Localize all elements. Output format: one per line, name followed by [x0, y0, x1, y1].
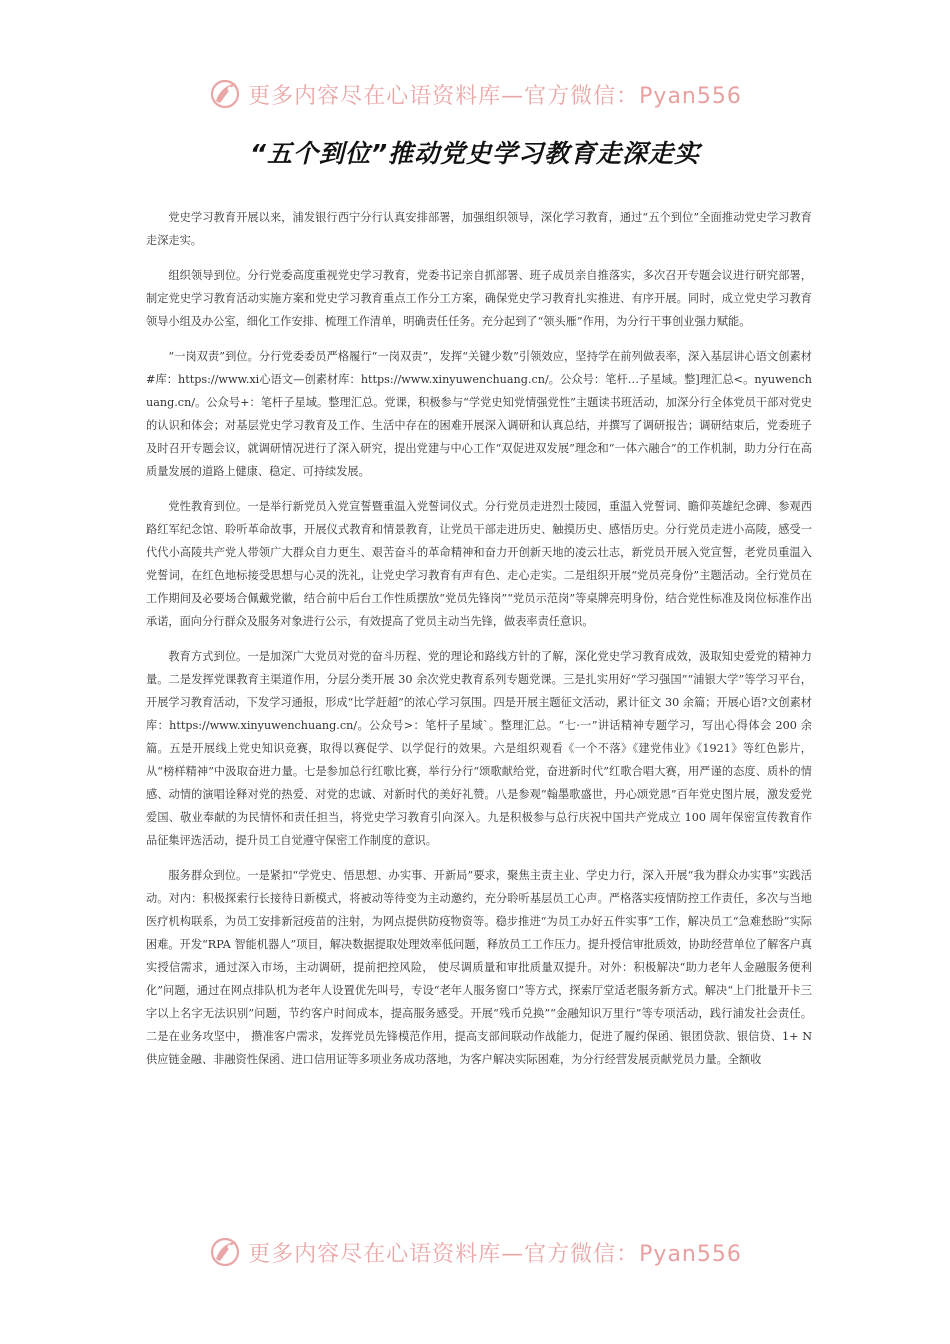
paragraph-party-education: 党性教育到位。一是举行新党员入党宣誓暨重温入党誓词仪式。分行党员走进烈士陵园，重温入党誓词、瞻仰英雄纪念碑、参观西路红军纪念馆、聆听革命故事，开展仪式教育和情景教育，让党员干部走进历史、触摸历史、感悟历史。分行党员走进小高陵，感受一代代小高陵共产党人带领广大群众自力更生、艰苦奋斗的革命精神和奋力开创新天地的凌云壮志，新党员开展入党宣誓，老党员重温入党誓词，在红色地标接受思想与心灵的洗礼，让党史学习教育有声有色、走心走实。二是组织开展“党员亮身份”主题活动。全行党员在工作期间及必要场合佩戴党徽，结合前中后台工作性质摆放“党员先锋岗”“党员示范岗”等桌牌亮明身份，结合党性标准及岗位标准作出承诺，面向分行群众及服务对象进行公示，有效提高了党员主动当先锋，做表率责任意识。: [146, 500, 812, 628]
watermark-handle: Pyan556: [639, 83, 742, 109]
watermark-logo-icon: [208, 1235, 242, 1269]
page-title: “五个到位”推动党史学习教育走深走实: [249, 139, 701, 168]
watermark-banner-bottom: [0, 1232, 950, 1272]
paragraph-organization: 组织领导到位。分行党委高度重视党史学习教育，党委书记亲自抓部署、班子成员亲自推落实，多次召开专题会议进行研究部署，制定党史学习教育活动实施方案和党史学习教育重点工作分工方案，确保党史学习教育扎实推进、有序开展。同时，成立党史学习教育领导小组及办公室，细化工作安排、梳理工作清单，明确责任任务。充分起到了“领头雁”作用，为分行干事创业强力赋能。: [146, 269, 812, 328]
article-body: [146, 206, 812, 1083]
watermark-handle: Pyan556: [639, 1241, 742, 1267]
watermark-text: 更多内容尽在心语资料库—官方微信：Pyan556: [248, 1241, 742, 1267]
watermark-logo-icon: [208, 77, 242, 111]
paragraph-responsibility: “一岗双责”到位。分行党委委员严格履行“一岗双责”，发挥“关键少数”引领效应，坚持学在前列做表率，深入基层讲心语文创素材#库：https://www.xi心语文—创素材库：https://www.xinyuwenchuang.cn/。公众号：笔杆…子星域。整]理汇总<。nyuwenchuang.cn/。公众号+：笔杆子星域。整理汇总。党课，积极参与“学党史知党情强党性”主题读书班活动，加深分行全体党员干部对党史的认识和体会；对基层党史学习教育及工作、生活中存在的困难开展深入调研和认真总结，并撰写了调研报告；调研结束后，党委班子及时召开专题会议，就调研情况进行了深入研究，提出党建与中心工作“双促进双发展”理念和“一体六融合”的工作机制，助力分行在高质量发展的道路上健康、稳定、可持续发展。: [146, 350, 812, 478]
watermark-text: 更多内容尽在心语资料库—官方微信：Pyan556: [248, 83, 742, 109]
paragraph-serving-masses: 服务群众到位。一是紧扣“学党史、悟思想、办实事、开新局”要求，聚焦主责主业、学史力行，深入开展“我为群众办实事”实践活动。对内：积极探索行长接待日新模式，将被动等待变为主动邀约，充分聆听基层员工心声。严格落实疫情防控工作责任，多次与当地医疗机构联系，为员工安排新冠疫苗的注射，为网点提供防疫物资等。稳步推进“为员工办好五件实事”工作，解决员工“急难愁盼”实际困难。开发“RPA 智能机器人”项目，解决数据提取处理效率低问题，释放员工工作压力。提升授信审批质效，协助经营单位了解客户真实授信需求，通过深入市场，主动调研，提前把控风险， 使尽调质量和审批质量双提升。对外：积极解决“助力老年人金融服务便利化”问题，通过在网点排队机为老年人设置优先叫号，专设“老年人服务窗口”等方式，探索厅堂适老服务新方式。解决“上门批量开卡三字以上名字无法识别”问题，节约客户时间成本，提高服务感受。开展“残币兑换”“金融知识万里行”等专项活动，践行浦发社会责任。二是在业务攻坚中， 攒准客户需求，发挥党员先锋模范作用，提高支部间联动作战能力，促进了履约保函、银团贷款、银信贷、1+ N 供应链金融、非融资性保函、进口信用证等多项业务成功落地，为客户解决实际困难，为分行经营发展贡献党员力量。全额收: [146, 869, 812, 1066]
watermark-banner-top: [0, 74, 950, 114]
paragraph-intro: 党史学习教育开展以来，浦发银行西宁分行认真安排部署，加强组织领导，深化学习教育，通过“五个到位”全面推动党史学习教育走深走实。: [146, 211, 812, 247]
paragraph-education-methods: 教育方式到位。一是加深广大党员对党的奋斗历程、党的理论和路线方针的了解，深化党史学习教育成效，汲取知史爱党的精神力量。二是发挥党课教育主渠道作用，分层分类开展 30 余次党史教育系列专题党课。三是扎实用好“学习强国”“浦银大学”等学习平台，开展学习教育活动，下发学习通报，形成“比学赶超”的浓心学习氛围。四是开展主题征文活动，累计征文 30 余篇；开展心语?文创素材库：https://www.xinyuwenchuang.cn/。公众号>：笔杆子星域`。整理汇总。“七·一”讲话精神专题学习，写出心得体会 200 余篇。五是开展线上党史知识竞赛，取得以赛促学、以学促行的效果。六是组织观看《一个不落》《建党伟业》《1921》等红色影片，从“榜样精神”中汲取奋进力量。七是参加总行红歌比赛，举行分行“颂歌献给党，奋进新时代”红歌合唱大赛，用严谨的态度、质朴的情感、动情的演唱诠释对党的热爱、对党的忠诚、对新时代的美好礼赞。八是参观“翰墨歌盛世，丹心颂党恩”百年党史图片展，激发爱党爱国、敬业奉献的为民情怀和责任担当，将党史学习教育引向深入。九是积极参与总行庆祝中国共产党成立 100 周年保密宣传教育作品征集评选活动，提升员工自觉遵守保密工作制度的意识。: [146, 650, 812, 847]
